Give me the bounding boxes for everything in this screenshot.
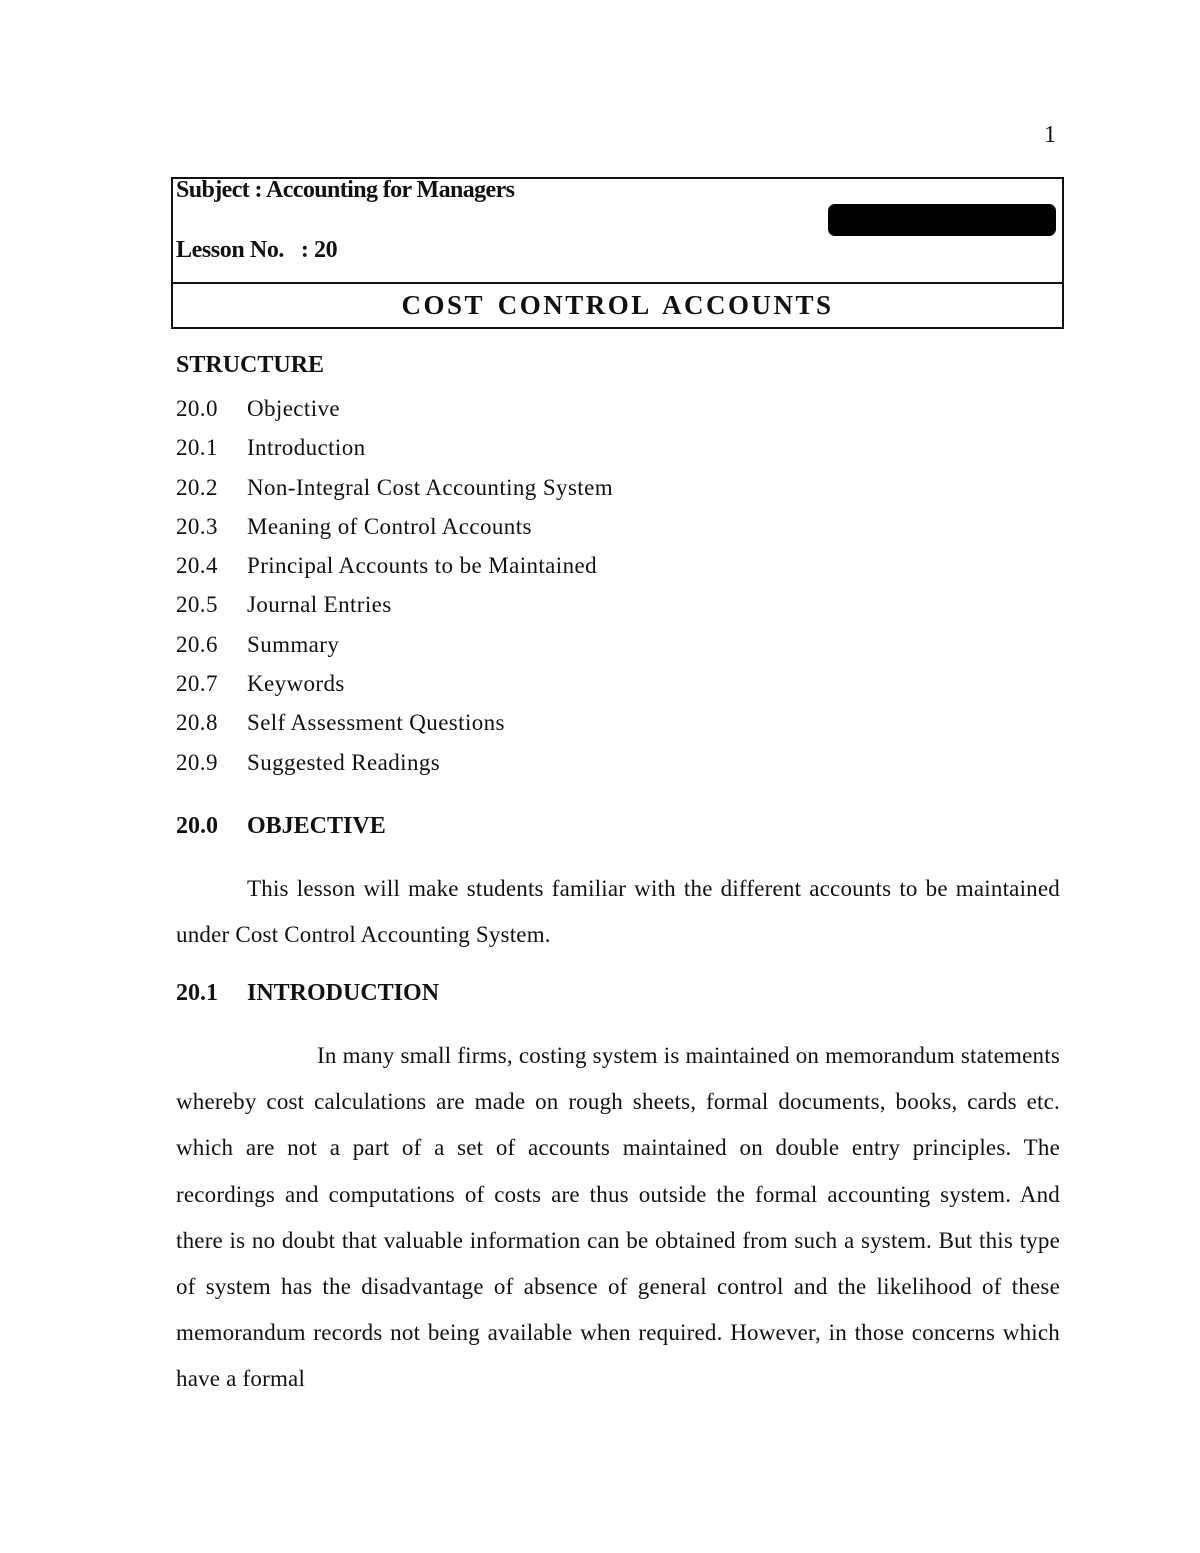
list-item	[176, 671, 613, 710]
lesson-label: Lesson No. :	[176, 237, 309, 263]
list-item	[176, 592, 613, 631]
list-item-number: 20.7	[176, 671, 218, 697]
list-item	[176, 396, 613, 435]
subject-line: Subject : Accounting for Managers	[176, 177, 515, 203]
list-item-number: 20.4	[176, 553, 218, 579]
structure-heading: STRUCTURE	[176, 352, 325, 378]
list-item-number: 20.9	[176, 749, 218, 775]
redaction-block	[828, 204, 1056, 236]
list-item	[176, 632, 613, 671]
objective-heading	[176, 813, 386, 840]
lesson-title: COST CONTROL ACCOUNTS	[171, 282, 1064, 329]
lesson-number: 20	[314, 237, 338, 263]
objective-paragraph: This lesson will make students familiar with the different accounts to be maintained under Cost Control Accounting System.	[176, 876, 1060, 948]
list-item	[176, 553, 613, 592]
list-item-number: 20.6	[176, 631, 218, 657]
list-item-label: Journal Entries	[247, 592, 392, 618]
list-item	[176, 514, 613, 553]
list-item-label: Meaning of Control Accounts	[247, 513, 532, 539]
list-item-label: Self Assessment Questions	[247, 710, 505, 736]
list-item-number: 20.1	[176, 435, 218, 461]
list-item-label: Objective	[247, 396, 341, 421]
section-number: 20.0	[176, 813, 218, 839]
structure-list	[176, 396, 613, 789]
lesson-line	[176, 237, 337, 264]
introduction-heading	[176, 980, 439, 1007]
list-item-number: 20.8	[176, 710, 218, 736]
list-item	[176, 710, 613, 749]
list-item-number: 20.2	[176, 474, 218, 500]
list-item-label: Non-Integral Cost Accounting System	[247, 474, 613, 500]
page-number: 1	[1044, 122, 1056, 148]
section-number: 20.1	[176, 980, 218, 1006]
list-item	[176, 435, 613, 474]
section-title: INTRODUCTION	[247, 980, 440, 1006]
list-item-number: 20.0	[176, 396, 218, 421]
list-item	[176, 750, 613, 789]
list-item-label: Suggested Readings	[247, 749, 441, 775]
list-item-label: Principal Accounts to be Maintained	[247, 553, 597, 579]
list-item-label: Summary	[247, 631, 340, 657]
list-item-label: Introduction	[247, 435, 366, 461]
list-item-number: 20.3	[176, 513, 218, 539]
list-item-label: Keywords	[247, 671, 345, 697]
list-item	[176, 475, 613, 514]
section-title: OBJECTIVE	[247, 813, 386, 839]
list-item-number: 20.5	[176, 592, 218, 618]
introduction-paragraph: In many small firms, costing system is maintained on memorandum statements whereby cost calculations are made on rough sheets, formal documents, books, cards etc. which are not a part of a set of accounts maintained on double entry principles. The recordings and computations of costs are thus outside the formal accounting system. And there is no doubt that valuable information can be obtained from such a system. But this type of system has the disadvantage of absence of general control and the likelihood of these memorandum records not being available when required. However, in those concerns which have a formal	[176, 1043, 1060, 1392]
